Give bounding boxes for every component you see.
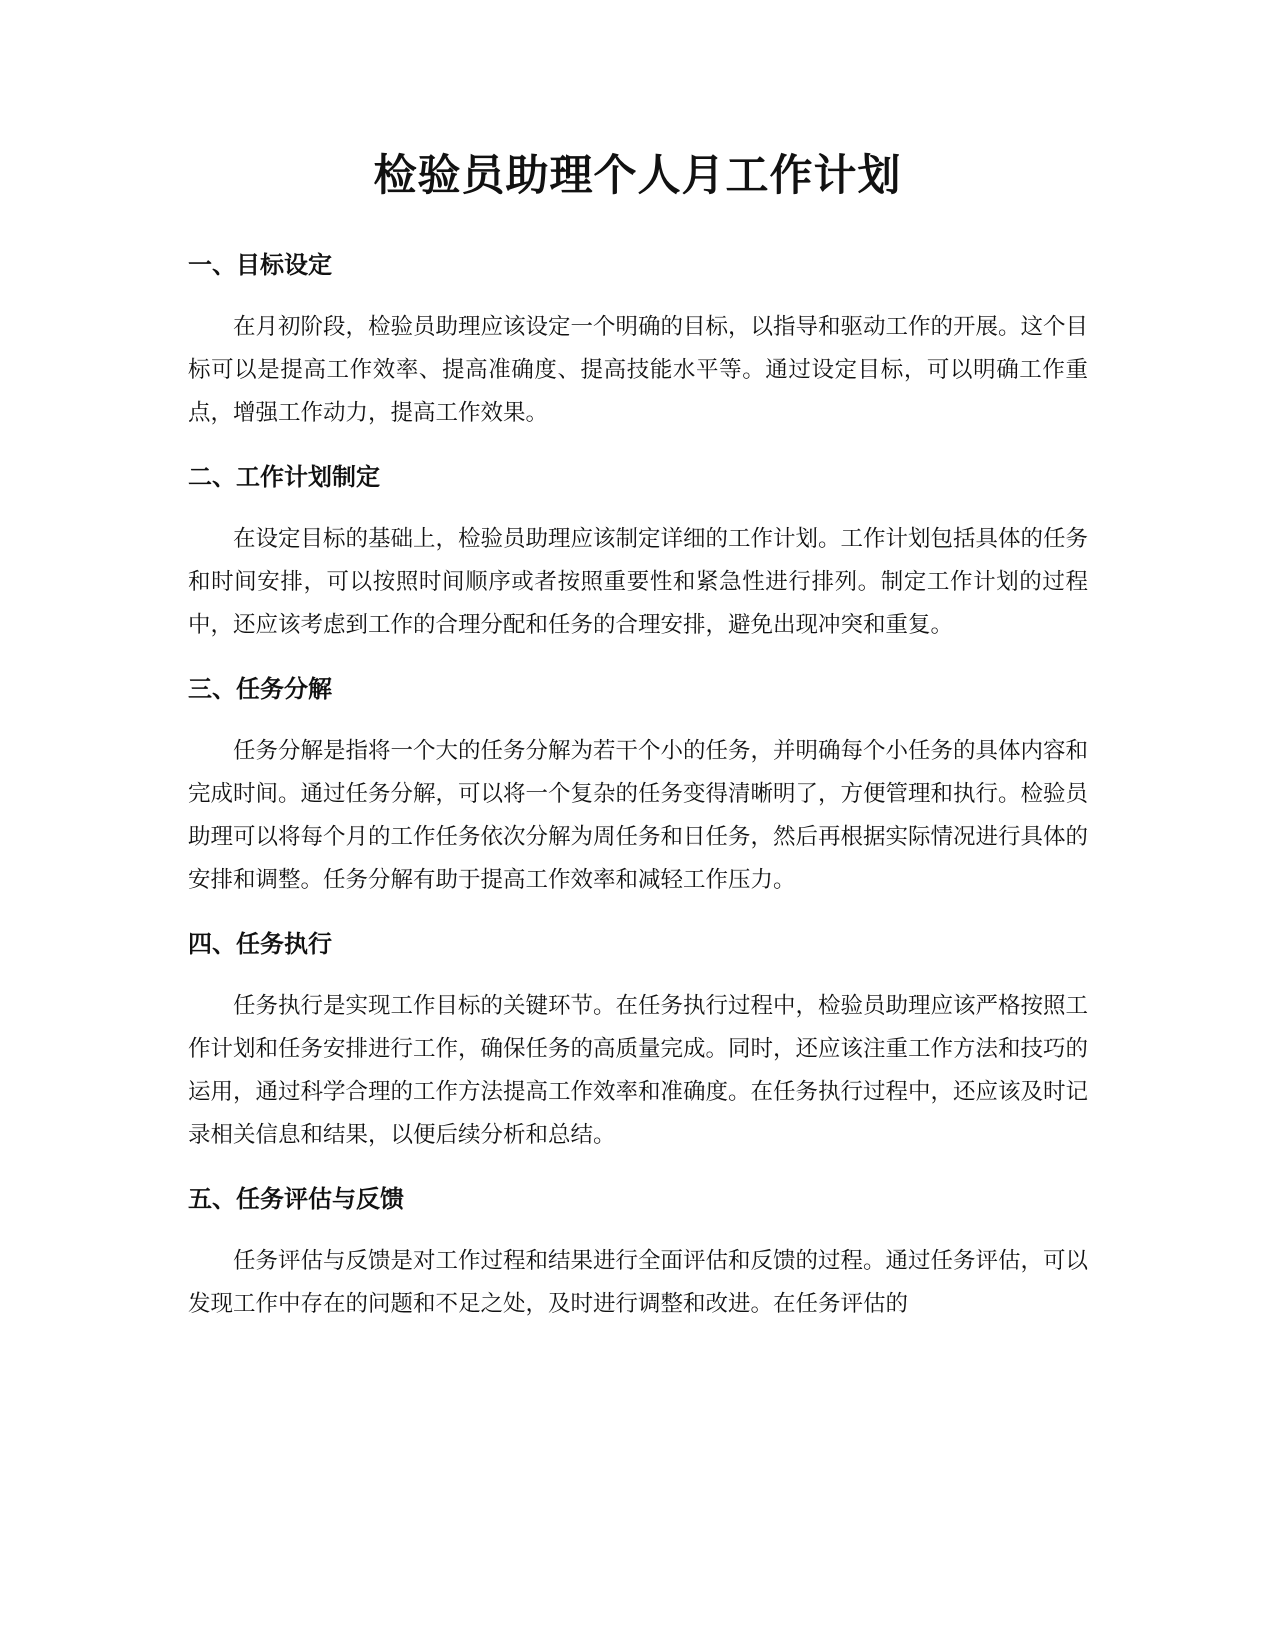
section-heading: 二、工作计划制定	[188, 463, 380, 491]
section-task-evaluation	[188, 1182, 1088, 1326]
document-body	[188, 248, 1088, 1351]
section-paragraph: 在月初阶段，检验员助理应该设定一个明确的目标，以指导和驱动工作的开展。这个目标可以是提高工作效率、提高准确度、提高技能水平等。通过设定目标，可以明确工作重点，增强工作动力，提高工作效果。	[188, 314, 1089, 426]
document-title: 检验员助理个人月工作计划	[373, 151, 902, 201]
section-paragraph: 任务执行是实现工作目标的关键环节。在任务执行过程中，检验员助理应该严格按照工作计划和任务安排进行工作，确保任务的高质量完成。同时，还应该注重工作方法和技巧的运用，通过科学合理的工作方法提高工作效率和准确度。在任务执行过程中，还应该及时记录相关信息和结果，以便后续分析和总结。	[188, 993, 1089, 1148]
section-paragraph: 任务分解是指将一个大的任务分解为若干个小的任务，并明确每个小任务的具体内容和完成时间。通过任务分解，可以将一个复杂的任务变得清晰明了，方便管理和执行。检验员助理可以将每个月的工作任务依次分解为周任务和日任务，然后再根据实际情况进行具体的安排和调整。任务分解有助于提高工作效率和减轻工作压力。	[188, 738, 1089, 893]
section-paragraph: 任务评估与反馈是对工作过程和结果进行全面评估和反馈的过程。通过任务评估，可以发现工作中存在的问题和不足之处，及时进行调整和改进。在任务评估的	[188, 1248, 1089, 1317]
section-task-breakdown	[188, 672, 1088, 902]
section-paragraph: 在设定目标的基础上，检验员助理应该制定详细的工作计划。工作计划包括具体的任务和时间安排，可以按照时间顺序或者按照重要性和紧急性进行排列。制定工作计划的过程中，还应该考虑到工作的合理分配和任务的合理安排，避免出现冲突和重复。	[188, 526, 1089, 638]
section-goal-setting	[188, 248, 1088, 435]
section-heading: 三、任务分解	[188, 675, 332, 703]
section-heading: 四、任务执行	[188, 930, 332, 958]
section-heading: 一、目标设定	[188, 251, 332, 279]
section-heading: 五、任务评估与反馈	[188, 1185, 404, 1213]
section-work-plan	[188, 460, 1088, 647]
section-task-execution	[188, 927, 1088, 1157]
